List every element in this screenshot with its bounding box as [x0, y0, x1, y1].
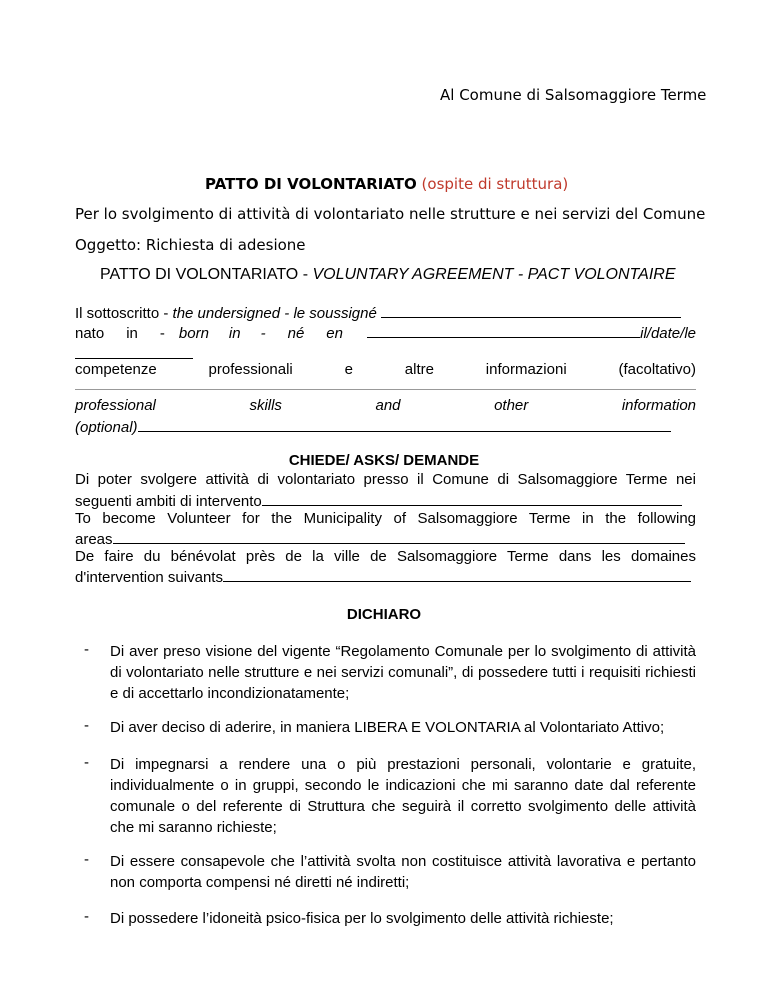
title-main: PATTO DI VOLONTARIATO	[205, 175, 417, 193]
skills-word: and	[375, 397, 401, 414]
declaration-item: Di aver preso visione del vigente “Regolamento Comunale per lo svolgimento di attività di volontariato nelle strutture e nei servizi comunali”, di possedere tutti i requisiti richiesti e di accettarlo incondizionatamente;	[110, 643, 696, 702]
skills-blank[interactable]	[75, 389, 696, 390]
birth-date-blank[interactable]	[75, 343, 193, 359]
declaration-dash: -	[84, 908, 89, 925]
declaration-dash: -	[84, 754, 89, 771]
born-word: born	[178, 325, 209, 342]
skills-word: competenze	[75, 361, 157, 378]
born-word: en	[326, 325, 343, 342]
declaration-item: Di impegnarsi a rendere una o più prestazioni personali, volontarie e gratuite, individualmente o in gruppi, secondo le indicazioni che mi saranno date dal referente comunale o del referente di Struttura che seguirà il corretto svolgimento delle attività che mi saranno richieste;	[110, 756, 696, 836]
request-en-blank[interactable]	[113, 529, 685, 544]
request-it-label: seguenti ambiti di intervento	[75, 493, 262, 510]
born-word: in	[228, 325, 241, 342]
request-it-line2	[75, 491, 696, 510]
request-it-blank[interactable]	[262, 491, 682, 506]
skills-word: skills	[249, 397, 282, 414]
request-en-line1: To become Volunteer for the Municipality of Salsomaggiore Terme in the following	[75, 510, 696, 527]
request-en-label: areas	[75, 531, 113, 548]
declaration-dash: -	[84, 641, 89, 658]
optional-blank[interactable]	[138, 417, 671, 432]
born-word: -	[260, 325, 266, 342]
request-fr-line2	[75, 567, 696, 586]
skills-label-en	[75, 397, 696, 414]
request-fr-label: d'intervention suivants	[75, 569, 223, 586]
optional-field	[75, 417, 696, 436]
undersigned-field	[75, 303, 696, 322]
title-sub: (ospite di struttura)	[421, 175, 569, 193]
birth-field	[75, 323, 696, 342]
declaration-item: Di possedere l’idoneità psico-fisica per lo svolgimento delle attività richieste;	[110, 910, 614, 927]
agreement-title-italic: VOLUNTARY AGREEMENT - PACT VOLONTAIRE	[312, 266, 676, 283]
declaration-item: Di essere consapevole che l’attività svolta non costituisce attività lavorativa e pertanto non comporta compensi né diretti né indiretti;	[110, 853, 696, 891]
skills-label-it	[75, 361, 696, 378]
agreement-title-plain: PATTO DI VOLONTARIATO -	[100, 266, 313, 283]
undersigned-label: Il sottoscritto -	[75, 305, 173, 322]
declaration-dash: -	[84, 717, 89, 734]
skills-word: (facoltativo)	[618, 361, 697, 378]
skills-word: other	[494, 397, 529, 414]
request-it-line1: Di poter svolgere attività di volontariato presso il Comune di Salsomaggiore Terme nei	[75, 471, 696, 488]
skills-word: informazioni	[485, 361, 567, 378]
skills-word: professionali	[208, 361, 293, 378]
declaration-item: Di aver deciso di aderire, in maniera LIBERA E VOLONTARIA al Volontariato Attivo;	[110, 719, 665, 736]
request-fr-blank[interactable]	[223, 567, 691, 582]
declaration-dash: -	[84, 851, 89, 868]
request-en-line2	[75, 529, 696, 548]
skills-word: e	[344, 361, 353, 378]
undersigned-blank[interactable]	[381, 303, 681, 318]
document-title	[205, 175, 568, 193]
born-word: né	[287, 325, 305, 342]
birth-blank[interactable]	[367, 323, 640, 338]
subject-line: Oggetto: Richiesta di adesione	[75, 236, 306, 254]
agreement-title	[100, 266, 675, 284]
request-fr-line1: De faire du bénévolat près de la ville de Salsomaggiore Terme dans les domaines	[75, 548, 696, 565]
skills-word: altre	[404, 361, 434, 378]
born-word: -	[159, 325, 165, 342]
born-word: nato	[75, 325, 105, 342]
recipient-line: Al Comune di Salsomaggiore Terme	[440, 86, 707, 104]
optional-label: (optional)	[75, 419, 138, 436]
skills-word: professional	[75, 397, 156, 414]
birth-date-label: il/date/le	[640, 325, 696, 342]
purpose-line: Per lo svolgimento di attività di volontariato nelle strutture e nei servizi del Comune	[75, 205, 706, 223]
request-heading: CHIEDE/ ASKS/ DEMANDE	[288, 452, 480, 469]
declaration-heading: DICHIARO	[346, 606, 422, 623]
undersigned-label-translations: the undersigned - le soussigné	[172, 305, 377, 322]
born-word: in	[126, 325, 138, 342]
skills-word: information	[621, 397, 697, 414]
